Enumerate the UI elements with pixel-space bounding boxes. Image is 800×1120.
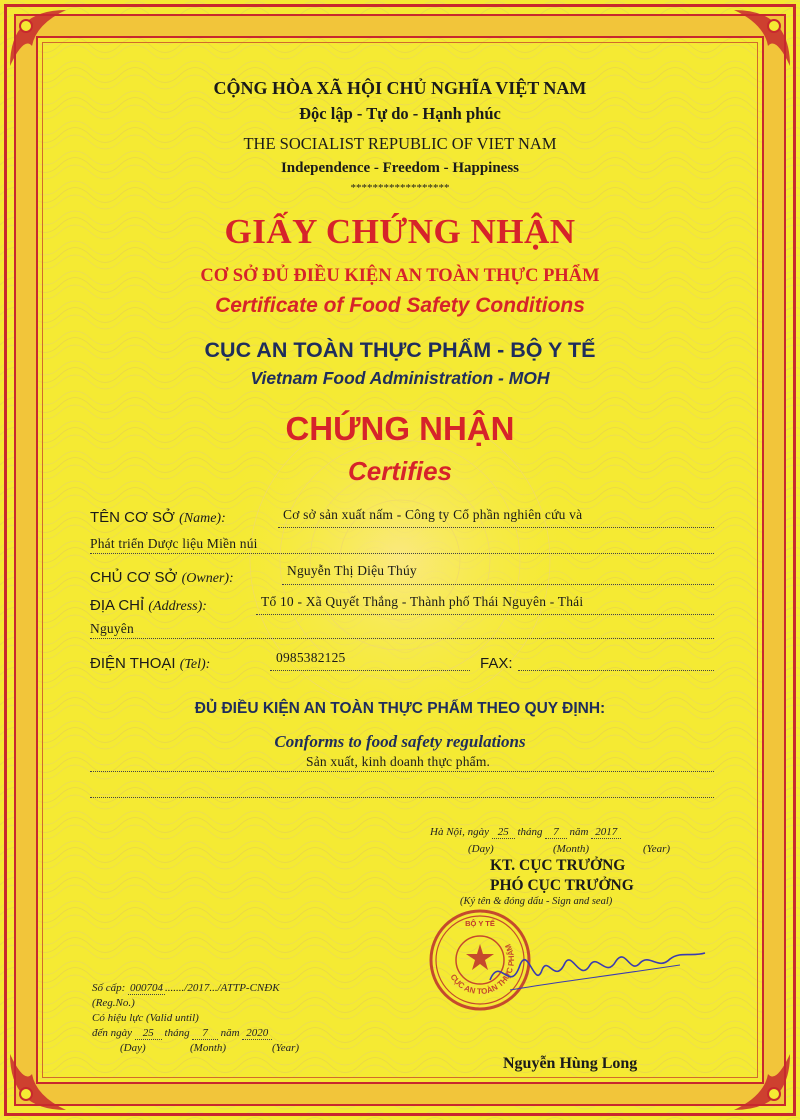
dotted-line: [270, 670, 470, 671]
dotted-line: [90, 797, 714, 798]
conformity-heading-vn: ĐỦ ĐIỀU KIỆN AN TOÀN THỰC PHẨM THEO QUY ĐỊNH:: [194, 700, 606, 717]
valid-until-label: Có hiệu lực (Valid until): [92, 1012, 199, 1024]
dotted-line: [90, 553, 714, 554]
reg-number-en: (Reg.No.): [92, 997, 135, 1009]
name-label-en: (Name):: [179, 511, 226, 526]
date-month-word: tháng: [517, 826, 543, 838]
name-value-line1: Cơ sở sản xuất nấm - Công ty Cổ phần nghiên cứu và: [283, 507, 583, 522]
date-place: Hà Nội, ngày: [430, 826, 489, 838]
owner-label: [90, 569, 234, 587]
certificate-title: GIẤY CHỨNG NHẬN: [224, 212, 576, 251]
republic-title-en: THE SOCIALIST REPUBLIC OF VIET NAM: [243, 134, 557, 153]
signature-icon: [480, 935, 710, 1005]
owner-label-vn: CHỦ CƠ SỞ: [90, 569, 178, 586]
until-day-en: (Day): [120, 1042, 146, 1054]
seal-ring-text: CỤC AN TOÀN THỰC PHẨM: [448, 942, 517, 997]
corner-ornament-icon: [730, 1050, 794, 1114]
date-day-en: (Day): [468, 843, 494, 855]
inner-frame-line: [42, 42, 758, 1078]
issuer-name-vn: CỤC AN TOÀN THỰC PHẨM - BỘ Y TẾ: [204, 338, 596, 362]
tel-label-vn: ĐIỆN THOẠI: [90, 655, 176, 672]
owner-value: Nguyễn Thị Diệu Thúy: [287, 563, 417, 578]
issue-date: [430, 826, 621, 838]
until-month-word: tháng: [164, 1027, 190, 1039]
certifies-heading-vn: CHỨNG NHẬN: [285, 410, 515, 447]
name-label: [90, 509, 226, 527]
corner-ornament-icon: [6, 1050, 70, 1114]
dotted-line: [518, 670, 714, 671]
date-year-en: (Year): [643, 843, 671, 855]
conformity-scope: Sản xuất, kinh doanh thực phẩm.: [306, 754, 491, 769]
address-label-en: (Address):: [148, 599, 207, 614]
issuer-name-en: Vietnam Food Administration - MOH: [250, 368, 550, 388]
until-prefix: đến ngày: [92, 1027, 133, 1039]
dotted-line: [90, 638, 714, 639]
dotted-line: [278, 527, 714, 528]
seal-top-text: BỘ Y TẾ: [465, 919, 495, 928]
date-year-word: năm: [569, 826, 589, 838]
reg-label: Số cấp:: [92, 982, 126, 994]
tel-label: [90, 655, 210, 673]
motto-vn: Độc lập - Tự do - Hạnh phúc: [299, 104, 501, 123]
address-value-line2: Nguyên: [90, 621, 134, 636]
motto-en: Independence - Freedom - Happiness: [280, 160, 520, 176]
tel-value: 0985382125: [276, 650, 346, 665]
conformity-heading-en: Conforms to food safety regulations: [274, 732, 526, 751]
dotted-line: [282, 584, 714, 585]
name-label-vn: TÊN CƠ SỞ: [90, 509, 175, 526]
certificate-subtitle-en: Certificate of Food Safety Conditions: [215, 294, 585, 317]
reg-year: 2017: [187, 982, 210, 994]
signatory-title-2: PHÓ CỤC TRƯỞNG: [490, 877, 634, 894]
certificate-subtitle-vn: CƠ SỞ ĐỦ ĐIỀU KIỆN AN TOÀN THỰC PHẨM: [200, 266, 600, 286]
until-month: 7: [192, 1027, 218, 1040]
corner-ornament-icon: [730, 6, 794, 70]
signatory-title-1: KT. CỤC TRƯỞNG: [490, 857, 626, 874]
dotted-line: [256, 614, 714, 615]
address-label-vn: ĐỊA CHỈ: [90, 597, 145, 614]
address-value-line1: Tổ 10 - Xã Quyết Thắng - Thành phố Thái Nguyên - Thái: [261, 594, 584, 609]
reg-number: 000704: [130, 982, 164, 994]
certifies-heading-en: Certifies: [347, 456, 453, 486]
owner-label-en: (Owner):: [181, 571, 234, 586]
until-year: 2020: [242, 1027, 272, 1040]
fax-label: FAX:: [480, 655, 513, 672]
signature-note: (Ký tên & đóng dấu - Sign and seal): [460, 896, 613, 907]
dotted-line: [90, 771, 714, 772]
until-year-en: (Year): [272, 1042, 300, 1054]
date-day: 25: [492, 826, 515, 839]
date-month-en: (Month): [553, 843, 590, 855]
registration-number: Số cấp: 000704 ......./2017.../ATTP-CNĐK: [92, 982, 280, 994]
until-day: 25: [135, 1027, 162, 1040]
valid-until-date: [92, 1027, 272, 1039]
star-separator: ******************: [350, 182, 450, 194]
name-value-line2: Phát triển Dược liệu Miền núi: [90, 536, 258, 551]
corner-ornament-icon: [6, 6, 70, 70]
date-month: 7: [545, 826, 567, 839]
until-year-word: năm: [220, 1027, 240, 1039]
until-month-en: (Month): [190, 1042, 227, 1054]
tel-label-en: (Tel):: [179, 657, 211, 672]
reg-suffix: /ATTP-CNĐK: [217, 982, 280, 994]
signatory-name: Nguyễn Hùng Long: [503, 1055, 638, 1072]
address-label: [90, 597, 207, 615]
date-year: 2017: [591, 826, 621, 839]
republic-title-vn: CỘNG HÒA XÃ HỘI CHỦ NGHĨA VIỆT NAM: [213, 78, 587, 98]
